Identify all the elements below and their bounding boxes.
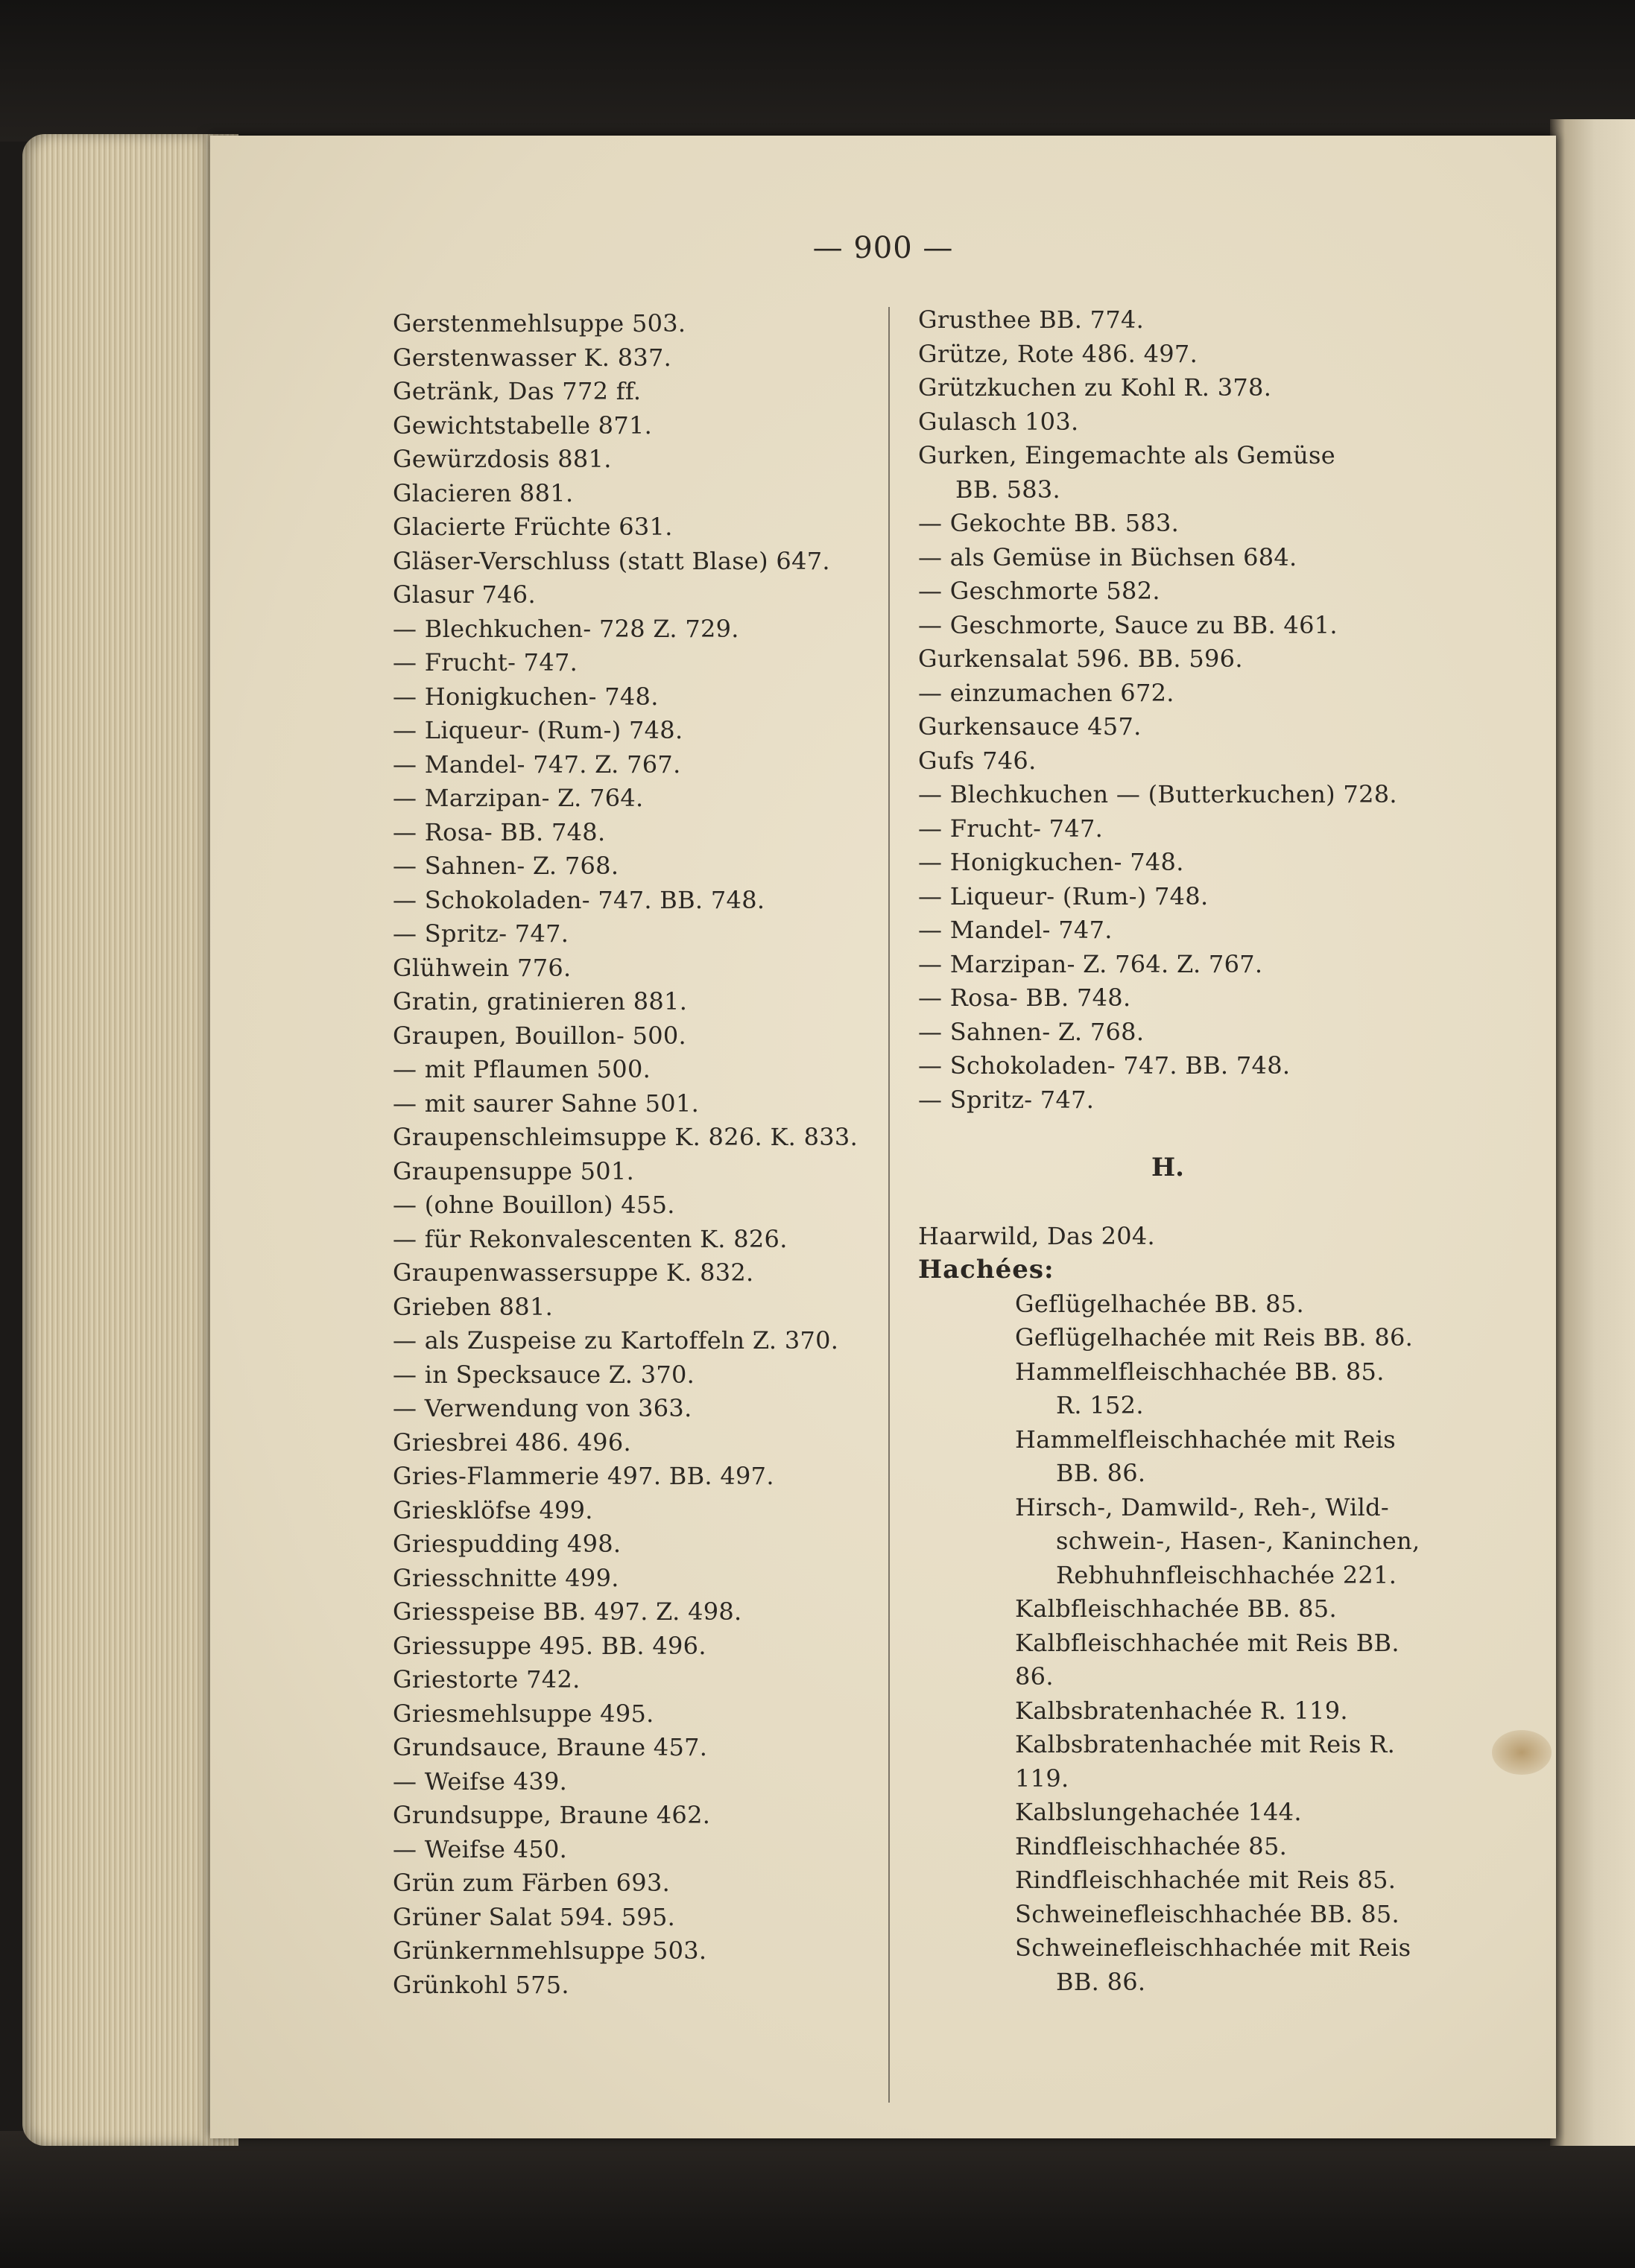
index-entry: — mit Pflaumen 500. bbox=[393, 1055, 651, 1083]
index-entry: Grün zum Färben 693. bbox=[393, 1869, 671, 1897]
index-entry: — Sahnen- Z. 768. bbox=[918, 1017, 1145, 1046]
index-entry: Graupensuppe 501. bbox=[393, 1156, 635, 1185]
index-entry: — Rosa- BB. 748. bbox=[393, 817, 606, 846]
index-column-right bbox=[918, 303, 1492, 1999]
index-entry: Grundsuppe, Braune 462. bbox=[393, 1801, 711, 1829]
index-entry: Gurkensauce 457. bbox=[918, 712, 1142, 741]
index-entry: BB. 86. bbox=[1056, 1967, 1146, 1996]
index-entry: Gulasch 103. bbox=[918, 407, 1079, 436]
book-page bbox=[210, 136, 1556, 2138]
index-entry: Griespudding 498. bbox=[393, 1530, 622, 1558]
index-entry: — Marzipan- Z. 764. Z. 767. bbox=[918, 949, 1263, 978]
index-entry: — Schokoladen- 747. BB. 748. bbox=[918, 1051, 1291, 1080]
index-entry: Glühwein 776. bbox=[393, 953, 572, 982]
index-entry: 86. bbox=[1015, 1662, 1054, 1691]
index-entry: Glasur 746. bbox=[393, 580, 536, 609]
index-entry: — Schokoladen- 747. BB. 748. bbox=[393, 885, 765, 914]
index-entry: — Blechkuchen- 728 Z. 729. bbox=[393, 614, 739, 643]
index-entry: — Rosa- BB. 748. bbox=[918, 983, 1131, 1012]
index-entry: Grüner Salat 594. 595. bbox=[393, 1902, 676, 1931]
index-entry: — in Specksauce Z. 370. bbox=[393, 1360, 695, 1389]
index-entry: Grusthee BB. 774. bbox=[918, 305, 1145, 334]
facing-page-edge bbox=[1550, 119, 1635, 2146]
index-entry: Graupen, Bouillon- 500. bbox=[393, 1021, 687, 1050]
index-entry: Gratin, gratinieren 881. bbox=[393, 987, 688, 1016]
index-entry: Griessuppe 495. BB. 496. bbox=[393, 1631, 706, 1660]
background-top bbox=[0, 0, 1635, 142]
index-entry: BB. 583. bbox=[955, 475, 1061, 504]
index-entry: — Mandel- 747. bbox=[918, 916, 1113, 944]
index-entry: — Gekochte BB. 583. bbox=[918, 509, 1180, 537]
index-entry: — Sahnen- Z. 768. bbox=[393, 852, 619, 880]
index-entry: — Liqueur- (Rum-) 748. bbox=[918, 881, 1209, 910]
index-subheading: Hachées: bbox=[918, 1255, 1054, 1285]
index-entry: Griesschnitte 499. bbox=[393, 1563, 619, 1592]
index-entry: Griesmehlsuppe 495. bbox=[393, 1699, 654, 1728]
index-entry: Griesspeise BB. 497. Z. 498. bbox=[393, 1597, 742, 1626]
index-entry: Kalbsbratenhachée mit Reis R. bbox=[1015, 1730, 1396, 1758]
index-entry: — (ohne Bouillon) 455. bbox=[393, 1191, 675, 1219]
background-bottom bbox=[0, 2131, 1635, 2268]
index-entry: Grieben 881. bbox=[393, 1292, 554, 1321]
index-entry: Grützkuchen zu Kohl R. 378. bbox=[918, 373, 1272, 402]
index-entry: Gewichtstabelle 871. bbox=[393, 411, 653, 440]
index-entry: Hammelfleischhachée mit Reis bbox=[1015, 1425, 1397, 1454]
index-entry: Griestorte 742. bbox=[393, 1665, 581, 1694]
index-entry: Haarwild, Das 204. bbox=[918, 1221, 1156, 1250]
index-entry: — für Rekonvalescenten K. 826. bbox=[393, 1224, 788, 1253]
index-entry: Griesklöfse 499. bbox=[393, 1495, 593, 1524]
index-entry: — Weifse 439. bbox=[393, 1767, 568, 1796]
index-entry: — Spritz- 747. bbox=[393, 919, 569, 948]
index-entry: — Liqueur- (Rum-) 748. bbox=[393, 716, 683, 744]
index-entry: Grünkernmehlsuppe 503. bbox=[393, 1936, 707, 1965]
index-entry: Kalbfleischhachée mit Reis BB. bbox=[1015, 1628, 1400, 1657]
index-entry: Graupenwassersuppe K. 832. bbox=[393, 1258, 754, 1287]
index-entry: Rebhuhnfleischhachée 221. bbox=[1056, 1560, 1397, 1589]
index-entry: BB. 86. bbox=[1056, 1459, 1146, 1487]
book-page-edges bbox=[22, 134, 238, 2146]
index-entry: — als Gemüse in Büchsen 684. bbox=[918, 542, 1297, 571]
index-entry: — Blechkuchen — (Butterkuchen) 728. bbox=[918, 780, 1397, 808]
index-entry: — Honigkuchen- 748. bbox=[918, 848, 1184, 876]
index-entry: Rindfleischhachée mit Reis 85. bbox=[1015, 1866, 1397, 1894]
index-entry: — einzumachen 672. bbox=[918, 678, 1174, 707]
index-entry: Grünkohl 575. bbox=[393, 1970, 569, 1999]
index-entry: — Mandel- 747. Z. 767. bbox=[393, 750, 681, 779]
index-entry: Schweinefleischhachée mit Reis bbox=[1015, 1933, 1411, 1962]
paper-stain bbox=[1492, 1730, 1552, 1775]
index-entry: Gurken, Eingemachte als Gemüse bbox=[918, 441, 1336, 469]
index-entry: Geflügelhachée mit Reis BB. 86. bbox=[1015, 1323, 1414, 1352]
index-entry: — Honigkuchen- 748. bbox=[393, 682, 659, 711]
index-entry: Gerstenmehlsuppe 503. bbox=[393, 309, 686, 338]
index-entry: 119. bbox=[1015, 1764, 1069, 1793]
index-entry: Grütze, Rote 486. 497. bbox=[918, 339, 1198, 368]
index-entry: Griesbrei 486. 496. bbox=[393, 1428, 631, 1457]
index-entry: schwein-, Hasen-, Kaninchen, bbox=[1056, 1527, 1420, 1555]
index-entry: Gurkensalat 596. BB. 596. bbox=[918, 644, 1243, 673]
index-entry: — als Zuspeise zu Kartoffeln Z. 370. bbox=[393, 1326, 839, 1355]
index-entry: — mit saurer Sahne 501. bbox=[393, 1089, 700, 1118]
index-entry: — Weifse 450. bbox=[393, 1834, 568, 1863]
section-heading: H. bbox=[1151, 1153, 1184, 1182]
index-entry: Geflügelhachée BB. 85. bbox=[1015, 1289, 1304, 1318]
index-entry: Glacieren 881. bbox=[393, 478, 574, 507]
index-entry: Kalbsbratenhachée R. 119. bbox=[1015, 1696, 1348, 1725]
index-entry: — Frucht- 747. bbox=[918, 814, 1104, 843]
index-entry: Glacierte Früchte 631. bbox=[393, 513, 673, 541]
index-entry: Grundsauce, Braune 457. bbox=[393, 1733, 708, 1761]
index-entry: Gerstenwasser K. 837. bbox=[393, 343, 672, 372]
column-divider bbox=[888, 307, 890, 2103]
index-entry: — Spritz- 747. bbox=[918, 1085, 1095, 1114]
index-entry: Gewürzdosis 881. bbox=[393, 445, 612, 473]
index-entry: — Geschmorte 582. bbox=[918, 577, 1160, 605]
index-entry: Kalbslungehachée 144. bbox=[1015, 1798, 1302, 1826]
index-entry: Gries-Flammerie 497. BB. 497. bbox=[393, 1462, 774, 1490]
index-entry: Rindfleischhachée 85. bbox=[1015, 1831, 1288, 1860]
index-entry: Hammelfleischhachée BB. 85. bbox=[1015, 1357, 1385, 1386]
page-number: — 900 — bbox=[812, 231, 954, 265]
index-entry: Getränk, Das 772 ff. bbox=[393, 377, 642, 405]
index-entry: — Frucht- 747. bbox=[393, 648, 578, 677]
index-entry: — Marzipan- Z. 764. bbox=[393, 784, 644, 812]
index-entry: — Verwendung von 363. bbox=[393, 1394, 692, 1422]
index-entry: Gufs 746. bbox=[918, 746, 1037, 775]
index-group-h bbox=[918, 1220, 1492, 2000]
index-group-g bbox=[918, 303, 1492, 1117]
index-entry: Schweinefleischhachée BB. 85. bbox=[1015, 1899, 1400, 1928]
index-entry: R. 152. bbox=[1056, 1391, 1144, 1419]
index-entry: Hirsch-, Damwild-, Reh-, Wild- bbox=[1015, 1492, 1390, 1521]
index-entry: Graupenschleimsuppe K. 826. K. 833. bbox=[393, 1123, 858, 1151]
index-entry: Gläser-Verschluss (statt Blase) 647. bbox=[393, 546, 830, 575]
index-entry: Kalbfleischhachée BB. 85. bbox=[1015, 1594, 1337, 1623]
index-entry: — Geschmorte, Sauce zu BB. 461. bbox=[918, 610, 1338, 639]
